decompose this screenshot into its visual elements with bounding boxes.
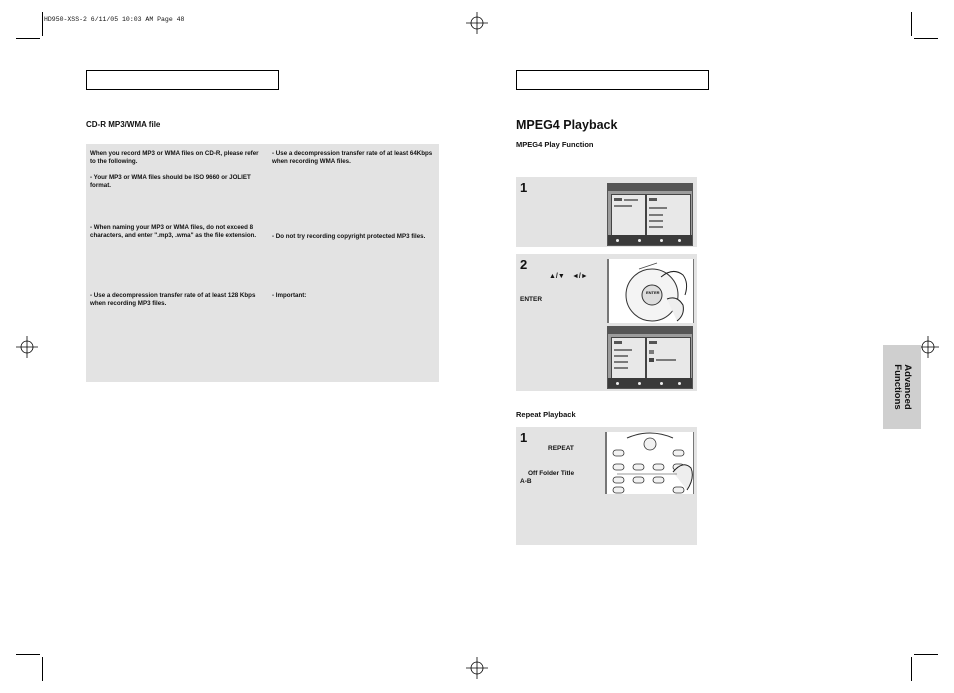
side-tab-line1: Advanced — [902, 364, 913, 410]
step2-enter-label: ENTER — [520, 296, 543, 303]
repeat-button-label: REPEAT — [548, 445, 574, 452]
remote-dpad-illustration — [607, 259, 694, 323]
repeat-step-number: 1 — [520, 430, 528, 445]
registration-mark-bottom — [466, 657, 488, 679]
print-header: HD950-XSS-2 6/11/05 10:03 AM Page 48 — [44, 16, 185, 23]
remote-enter-key-label: ENTER — [646, 290, 660, 295]
left-section-title: CD-R MP3/WMA file — [86, 120, 161, 129]
page-title: MPEG4 Playback — [516, 118, 618, 132]
note-iso-format: - Your MP3 or WMA files should be ISO 9660 or JOLIET format. — [90, 174, 251, 190]
note-wma-bitrate: - Use a decompression transfer rate of at least 64Kbps when recording WMA files. — [272, 150, 433, 166]
remote-repeat-illustration — [605, 432, 694, 494]
osd-menu-screenshot — [607, 183, 693, 246]
repeat-ab-label: A-B — [520, 478, 532, 485]
repeat-playback-subtitle: Repeat Playback — [516, 410, 576, 419]
repeat-step-panel — [516, 427, 697, 545]
step2-number: 2 — [520, 257, 528, 272]
advanced-functions-label — [892, 364, 912, 409]
note-copyright: - Do not try recording copyright protected MP3 files. — [272, 233, 426, 240]
mpeg4-play-subtitle: MPEG4 Play Function — [516, 140, 594, 149]
registration-mark-top — [466, 12, 488, 34]
mp3-notes-panel — [86, 144, 439, 382]
left-header-box — [86, 70, 279, 90]
note-file-naming: - When naming your MP3 or WMA files, do not exceed 8 characters, and enter ".mp3, .wma" as the file extension. — [90, 224, 257, 240]
step1-panel — [516, 177, 697, 247]
side-tab-line2: Functions — [892, 364, 903, 410]
step1-number: 1 — [520, 180, 528, 195]
right-header-box — [516, 70, 709, 90]
step2-panel — [516, 254, 697, 391]
step2-arrows-leftright: ◄/► — [572, 273, 588, 280]
advanced-functions-tab — [883, 345, 921, 429]
note-important: - Important: — [272, 292, 307, 299]
note-mp3-bitrate: - Use a decompression transfer rate of at least 128 Kbps when recording MP3 files. — [90, 292, 256, 308]
repeat-modes-label: Off Folder Title — [528, 470, 575, 477]
intro-text: When you record MP3 or WMA files on CD-R, please refer to the following. — [90, 150, 259, 166]
osd-file-list-screenshot — [607, 326, 693, 389]
step2-arrows-updown: ▲/▼ — [549, 273, 565, 280]
registration-mark-left — [16, 336, 38, 358]
